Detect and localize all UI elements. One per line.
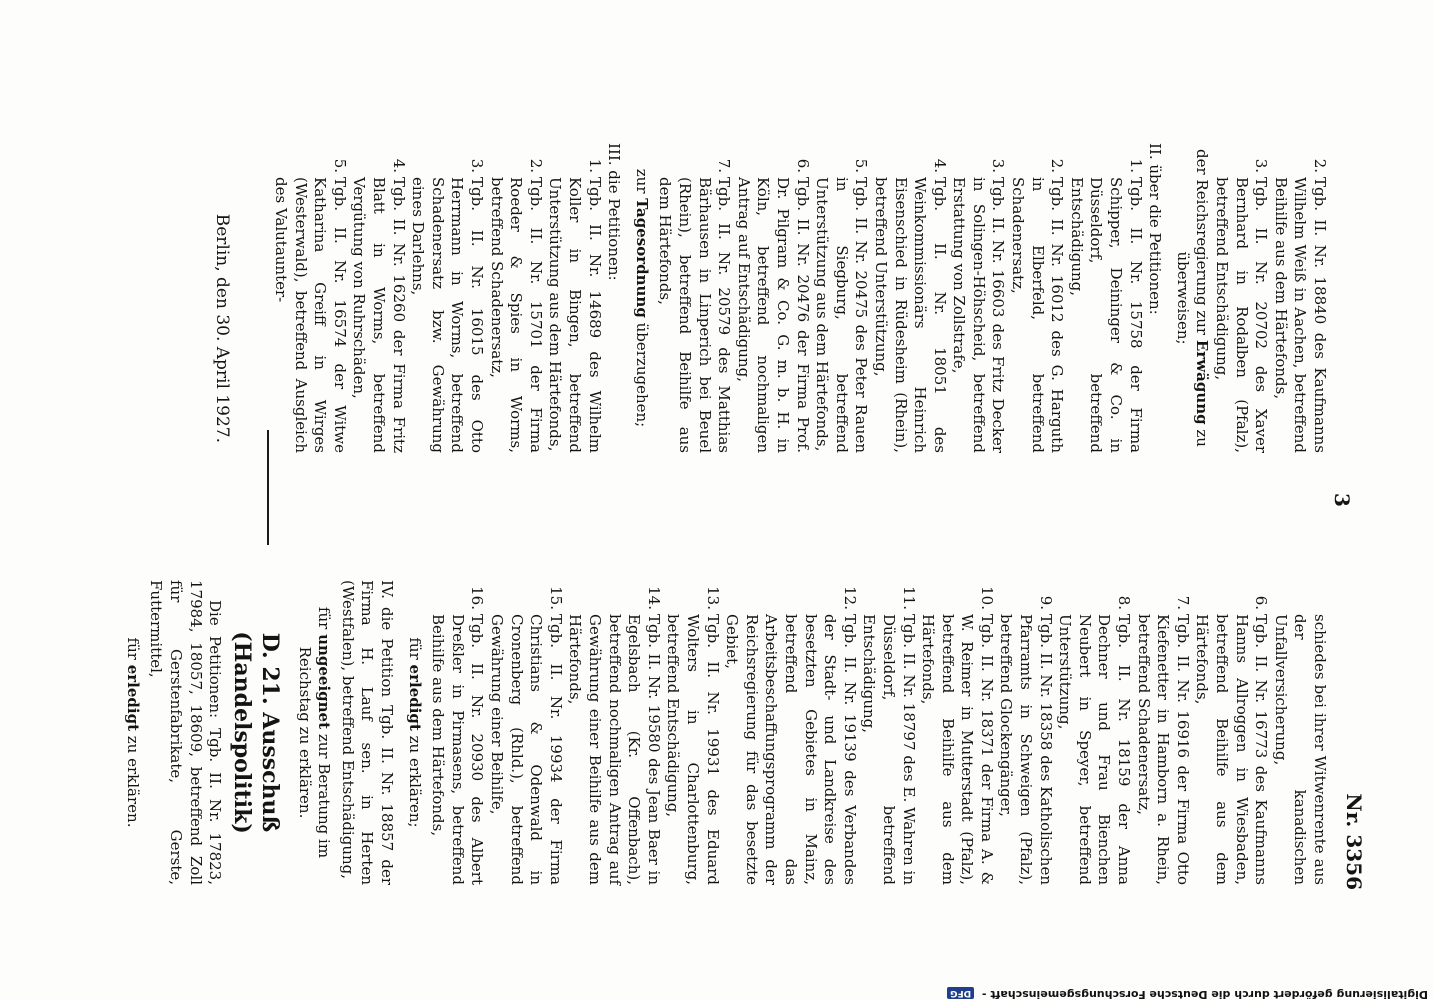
item-text: Tgb. II. Nr. 19931 des Eduard Wolters in Charlottenburg, betreffend Entschädigung, bbox=[664, 614, 722, 885]
erwaegung-line bbox=[1192, 143, 1212, 453]
document-number: Nr. 3356 bbox=[1342, 793, 1366, 890]
item-text: Tgb. II. Nr. 18051 des Weinkommissionärs Heinrich Eisenschied in Rüdesheim (Rhein), betreffend Unterstützung, bbox=[871, 177, 949, 453]
item-number: 7. bbox=[1173, 595, 1192, 610]
section-ii-heading: II. über die Petitionen: bbox=[1146, 143, 1165, 315]
list-item bbox=[1055, 580, 1133, 885]
list-item bbox=[722, 580, 859, 885]
erledigt-line-2 bbox=[122, 580, 142, 885]
list-item bbox=[271, 143, 349, 453]
item-text: Tgb. II. Nr. 16574 der Witwe Katharina Greiff in Wirges (Westerwald), betreffend Ausgleich des Valutaunter- bbox=[272, 177, 349, 453]
list-item bbox=[545, 143, 604, 453]
erwaegung-line-2: überweisen; bbox=[1173, 251, 1192, 345]
text-fragment: überzugehen; bbox=[632, 322, 651, 428]
left-column bbox=[211, 143, 1329, 453]
item-text: Tgb. II. Nr. 15758 der Firma Schipper, Deininger & Co. in Düsseldorf, betreffend Entschädigung, bbox=[1067, 177, 1145, 453]
list-item bbox=[486, 580, 564, 885]
emphasis: ungeeignet bbox=[315, 634, 334, 730]
item-number: 15. bbox=[546, 586, 565, 610]
list-item bbox=[408, 143, 486, 453]
text-fragment: zu erklären. bbox=[123, 735, 142, 828]
item-text: Tgb. II. Nr. 19580 des Jean Baer in Egelsbach (Kr. Offenbach), betreffend nochmaligen Antrag auf Gewährung einer Beihilfe aus dem Härtefonds, bbox=[566, 614, 663, 885]
item-number: 1. bbox=[1126, 158, 1145, 173]
section-iii-heading: III. die Petitionen: bbox=[605, 143, 624, 281]
list-item bbox=[349, 143, 408, 453]
text-fragment: zu erklären; bbox=[405, 735, 424, 828]
date-line: Berlin, den 30. April 1927. bbox=[211, 213, 232, 443]
list-item bbox=[663, 580, 722, 885]
text-fragment: für bbox=[315, 606, 334, 630]
item-text: Tgb. II. Nr. 18358 des Katholischen Pfarramts in Schweigen (Pfalz), betreffend Glockengänger, bbox=[997, 614, 1055, 885]
item-text: Tgb. II. Nr. 15701 der Firma Roeder & Spies in Worms, betreffend Schadenersatz, bbox=[487, 177, 545, 453]
list-item bbox=[655, 143, 733, 453]
item-text: Tgb. II. Nr. 16916 der Firma Otto Kiefenetter in Hamborn a. Rhein, betreffend Schadenersatz, bbox=[1134, 614, 1192, 885]
list-item bbox=[1192, 580, 1270, 885]
emphasis: erledigt bbox=[405, 664, 424, 731]
item-number: 4. bbox=[389, 158, 408, 173]
item-text: Tgb. II. Nr. 19934 der Firma Christians & Odenwald in Cronenberg (Rhld.), betreffend Gewährung einer Beihilfe, bbox=[488, 614, 565, 885]
right-column bbox=[122, 580, 1329, 885]
item-number: 5. bbox=[330, 158, 349, 173]
item-text: Tgb. II. Nr. 16260 der Firma Fritz Blatt in Worms, betreffend Vergütung von Ruhrschäden, bbox=[350, 177, 408, 453]
separator-line bbox=[267, 430, 269, 545]
item-number: 13. bbox=[703, 586, 722, 610]
emphasis: Tagesordnung bbox=[632, 198, 651, 318]
item-number: 14. bbox=[644, 586, 663, 610]
tagesordnung-line bbox=[631, 143, 651, 453]
item-text: Tgb. II. Nr. 20475 des Peter Rauen in Siegburg, betreffend Unterstützung aus dem Härtefonds, bbox=[813, 177, 871, 453]
item-text: Tgb. II. Nr. 14689 des Wilhelm Koller in Bingen, betreffend Unterstützung aus dem Härtefonds, bbox=[546, 177, 604, 453]
item-number: 7. bbox=[715, 158, 734, 173]
item-number: 1. bbox=[585, 158, 604, 173]
section-d-heading: D. 21. Ausschuß (Handelspolitik) bbox=[229, 631, 284, 834]
item-list bbox=[655, 143, 1145, 453]
text-fragment: der Reichsregierung zur bbox=[1193, 149, 1212, 336]
item-number: 6. bbox=[793, 158, 812, 173]
item-number: 4. bbox=[930, 158, 949, 173]
item-text: Tgb. II. Nr. 16603 des Fritz Decker in Solingen-Höhscheid, betreffend Erstattung von Zollstrafe, bbox=[950, 177, 1008, 453]
list-item bbox=[870, 143, 948, 453]
item-text: Tgb. II. Nr. 18159 der Anna Dechner und Frau Bienchen Neubert in Speyer, betreffend Unterstützung, bbox=[1056, 614, 1134, 885]
list-item bbox=[812, 143, 871, 453]
item-number: 2. bbox=[1048, 158, 1067, 173]
list-item bbox=[428, 580, 487, 885]
item-number: 3. bbox=[468, 158, 487, 173]
item-text: Tgb. II. Nr. 19139 des Verbandes der Stadt- und Landkreise des besetzten Gebietes in Mainz, betreffend das Arbeitsbeschaffungsprogramm der Reichsregierung für das besetzte Gebiet, bbox=[723, 614, 859, 885]
item-number: 3. bbox=[989, 158, 1008, 173]
continued-text: schiedes bei ihrer Witwenrente aus der kanadischen Unfallversicherung, bbox=[1271, 614, 1329, 885]
item-text: Tgb. II. Nr. 20702 des Xaver Bernhard in Rodalben (Pfalz), betreffend Entschädigung, bbox=[1213, 177, 1271, 453]
item-text: Tgb. II. Nr. 18840 des Kaufmanns Wilhelm Weiß in Aachen, betreffend Beihilfe aus dem Härtefonds, bbox=[1271, 177, 1329, 453]
list-item bbox=[1066, 143, 1144, 453]
item-text: Tgb. II. Nr. 20579 des Matthias Bärhausen in Linperich bei Beuel (Rhein), betreffend Beihilfe aus dem Härtefonds, bbox=[656, 177, 734, 453]
item-number: 8. bbox=[1115, 595, 1134, 610]
item-number: 11. bbox=[899, 586, 918, 610]
section-iv-text: IV. die Petition Tgb. II. Nr. 18857 der Firma H. Lauf sen. in Herten (Westfalen), betreffend Entschädigung, bbox=[338, 580, 397, 885]
list-item bbox=[1133, 580, 1192, 885]
text-fragment: für bbox=[405, 637, 424, 660]
item-list bbox=[1211, 143, 1329, 453]
item-text: Tgb. II. Nr. 20476 der Firma Prof. Dr. Pilgram & Co. G. m. b. H. in Köln, betreffend nochmaligen Antrag auf Entschädigung, bbox=[734, 177, 812, 453]
digitization-note bbox=[0, 978, 1434, 1000]
item-text: Tgb. II. Nr. 16015 des Otto Herrmann in Worms, betreffend Schadenersatz bzw. Gewährung eines Darlehns, bbox=[409, 177, 487, 453]
digitization-note-text bbox=[428, 978, 1428, 1000]
list-item bbox=[949, 143, 1008, 453]
list-item bbox=[565, 580, 663, 885]
item-number: 5. bbox=[852, 158, 871, 173]
list-item bbox=[1270, 143, 1329, 453]
text-fragment: zur bbox=[632, 168, 651, 194]
text-fragment: für bbox=[123, 637, 142, 660]
item-list bbox=[428, 580, 1271, 885]
item-number: 2. bbox=[1311, 158, 1329, 173]
ungeeignet-line bbox=[294, 580, 333, 885]
item-number: 9. bbox=[1036, 595, 1055, 610]
list-item bbox=[1008, 143, 1067, 453]
item-text: Tgb. II. Nr. 18797 des E. Wahren in Düsseldorf, betreffend Entschädigung, bbox=[860, 614, 918, 885]
section-d-text: Die Petitionen: Tgb. II. Nr. 17823, 17984, 18057, 18609, betreffend Zoll für Gerstenfabrikate, Gerste, Futtermittel, bbox=[147, 580, 225, 885]
emphasis: erledigt bbox=[123, 664, 142, 731]
funding-note: Digitalisierung gefördert durch die Deutsche Forschungsgemeinschaft - bbox=[981, 988, 1428, 1001]
item-number: 2. bbox=[526, 158, 545, 173]
item-number: 10. bbox=[977, 586, 996, 610]
item-text: Tgb. II. Nr. 20930 des Albert Dreßler in Pirmasens, betreffend Beihilfe aus dem Härtefonds, bbox=[429, 614, 487, 885]
list-item bbox=[733, 143, 811, 453]
emphasis: Erwägung bbox=[1193, 339, 1212, 425]
item-number: 6. bbox=[1252, 595, 1271, 610]
item-number: 16. bbox=[468, 586, 487, 610]
item-list bbox=[271, 143, 604, 453]
list-item bbox=[996, 580, 1055, 885]
list-item bbox=[486, 143, 545, 453]
list-item bbox=[1211, 143, 1270, 453]
erledigt-line bbox=[404, 580, 424, 885]
item-number: 12. bbox=[840, 586, 859, 610]
list-item bbox=[859, 580, 918, 885]
list-item bbox=[918, 580, 996, 885]
text-fragment: zur Beratung im Reichstag zu erklären. bbox=[295, 646, 334, 859]
item-text: Tgb. II. Nr. 16012 des G. Harguth in Elberfeld, betreffend Schadenersatz, bbox=[1009, 177, 1067, 453]
item-text: Tgb. II. Nr. 18371 der Firma A. & W. Reimer in Mutterstadt (Pfalz), betreffend Beihilfe aus dem Härtefonds, bbox=[919, 614, 996, 885]
item-number: 3. bbox=[1252, 158, 1271, 173]
item-text: Tgb. II. Nr. 16773 des Kaufmanns Hanns Allroggen in Wiesbaden, betreffend Beihilfe aus dem Härtefonds, bbox=[1193, 614, 1271, 885]
dfg-logo: DFG bbox=[947, 987, 974, 999]
page-number: 3 bbox=[1330, 493, 1354, 507]
text-fragment: zu bbox=[1193, 429, 1212, 447]
